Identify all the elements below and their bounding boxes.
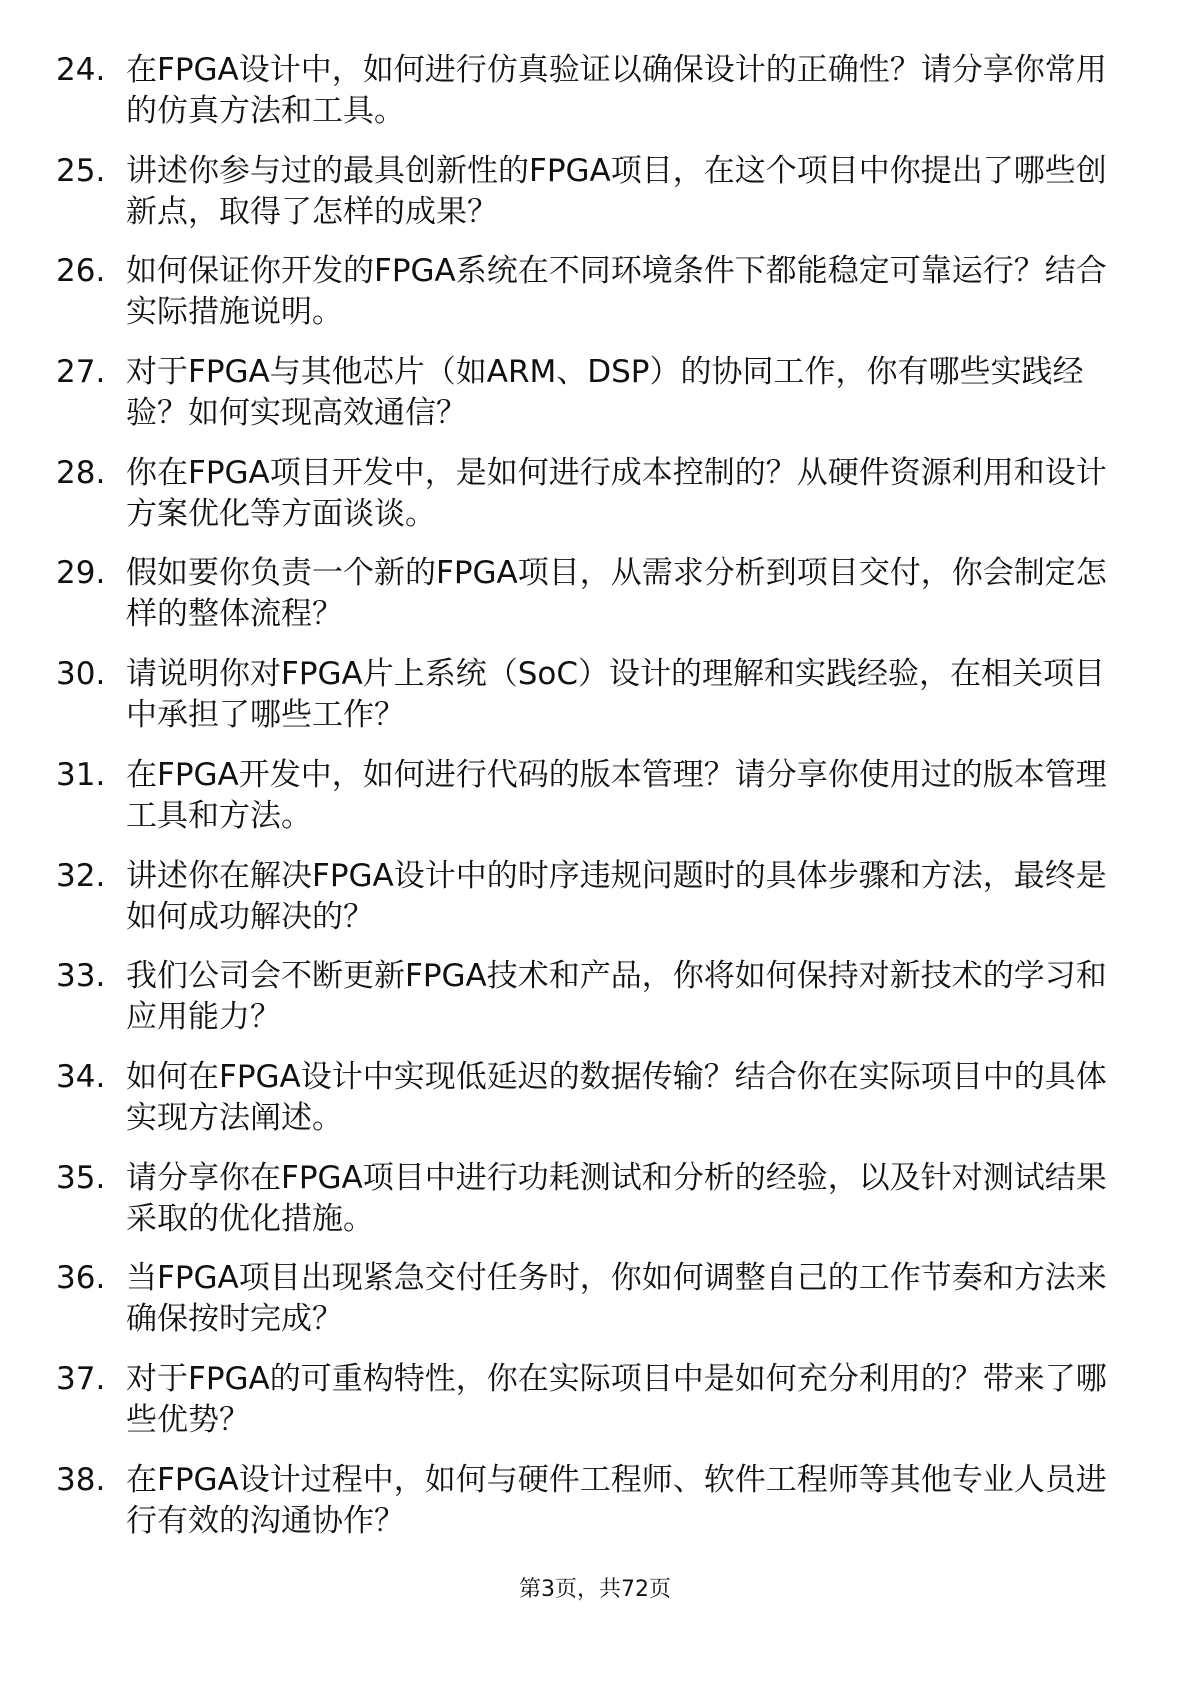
question-text: 你在FPGA项目开发中，是如何进行成本控制的？从硬件资源利用和设计方案优化等方面谈谈。 — [126, 454, 1107, 532]
question-item — [56, 50, 1116, 132]
question-list — [56, 50, 1116, 1560]
question-item — [56, 151, 1116, 233]
question-text: 我们公司会不断更新FPGA技术和产品，你将如何保持对新技术的学习和应用能力？ — [126, 958, 1107, 1036]
question-text: 如何在FPGA设计中实现低延迟的数据传输？结合你在实际项目中的具体实现方法阐述。 — [126, 1058, 1107, 1136]
question-item — [56, 956, 1116, 1038]
question-text: 讲述你参与过的最具创新性的FPGA项目，在这个项目中你提出了哪些创新点，取得了怎样的成果？ — [126, 152, 1107, 230]
question-text: 当FPGA项目出现紧急交付任务时，你如何调整自己的工作节奏和方法来确保按时完成？ — [126, 1260, 1107, 1338]
question-text: 在FPGA设计过程中，如何与硬件工程师、软件工程师等其他专业人员进行有效的沟通协作？ — [126, 1461, 1107, 1539]
question-item — [56, 755, 1116, 837]
question-number: 32. — [56, 857, 106, 894]
question-number: 37. — [56, 1360, 106, 1397]
question-item — [56, 1258, 1116, 1340]
question-number: 36. — [56, 1260, 106, 1297]
question-number: 38. — [56, 1461, 106, 1498]
question-text: 请说明你对FPGA片上系统（SoC）设计的理解和实践经验，在相关项目中承担了哪些工作？ — [126, 656, 1106, 734]
question-number: 33. — [56, 958, 106, 995]
question-number: 27. — [56, 354, 106, 391]
question-text: 如何保证你开发的FPGA系统在不同环境条件下都能稳定可靠运行？结合实际措施说明。 — [126, 253, 1107, 331]
question-number: 30. — [56, 656, 106, 693]
question-text: 对于FPGA与其他芯片（如ARM、DSP）的协同工作，你有哪些实践经验？如何实现高效通信？ — [126, 354, 1084, 432]
question-number: 25. — [56, 152, 106, 189]
question-item — [56, 1057, 1116, 1139]
question-number: 29. — [56, 555, 106, 592]
question-text: 在FPGA开发中，如何进行代码的版本管理？请分享你使用过的版本管理工具和方法。 — [126, 756, 1107, 834]
question-number: 31. — [56, 756, 106, 793]
question-number: 34. — [56, 1058, 106, 1095]
question-item — [56, 453, 1116, 535]
question-item — [56, 352, 1116, 434]
question-text: 对于FPGA的可重构特性，你在实际项目中是如何充分利用的？带来了哪些优势？ — [126, 1360, 1107, 1438]
question-number: 24. — [56, 52, 106, 88]
question-item — [56, 1460, 1116, 1542]
question-text: 在FPGA设计中，如何进行仿真验证以确保设计的正确性？请分享你常用的仿真方法和工具。 — [126, 52, 1107, 129]
question-number: 26. — [56, 253, 106, 290]
question-text: 请分享你在FPGA项目中进行功耗测试和分析的经验，以及针对测试结果采取的优化措施。 — [126, 1159, 1107, 1237]
question-text: 讲述你在解决FPGA设计中的时序违规问题时的具体步骤和方法，最终是如何成功解决的？ — [126, 857, 1107, 935]
question-item — [56, 553, 1116, 635]
question-number: 35. — [56, 1159, 106, 1196]
question-text: 假如要你负责一个新的FPGA项目，从需求分析到项目交付，你会制定怎样的整体流程？ — [126, 555, 1107, 633]
question-item — [56, 251, 1116, 333]
question-item — [56, 856, 1116, 938]
question-item — [56, 1158, 1116, 1240]
page-indicator: 第3页，共72页 — [519, 1577, 671, 1602]
question-item — [56, 654, 1116, 736]
question-number: 28. — [56, 454, 106, 491]
page-footer — [0, 1575, 1190, 1605]
question-item — [56, 1359, 1116, 1441]
